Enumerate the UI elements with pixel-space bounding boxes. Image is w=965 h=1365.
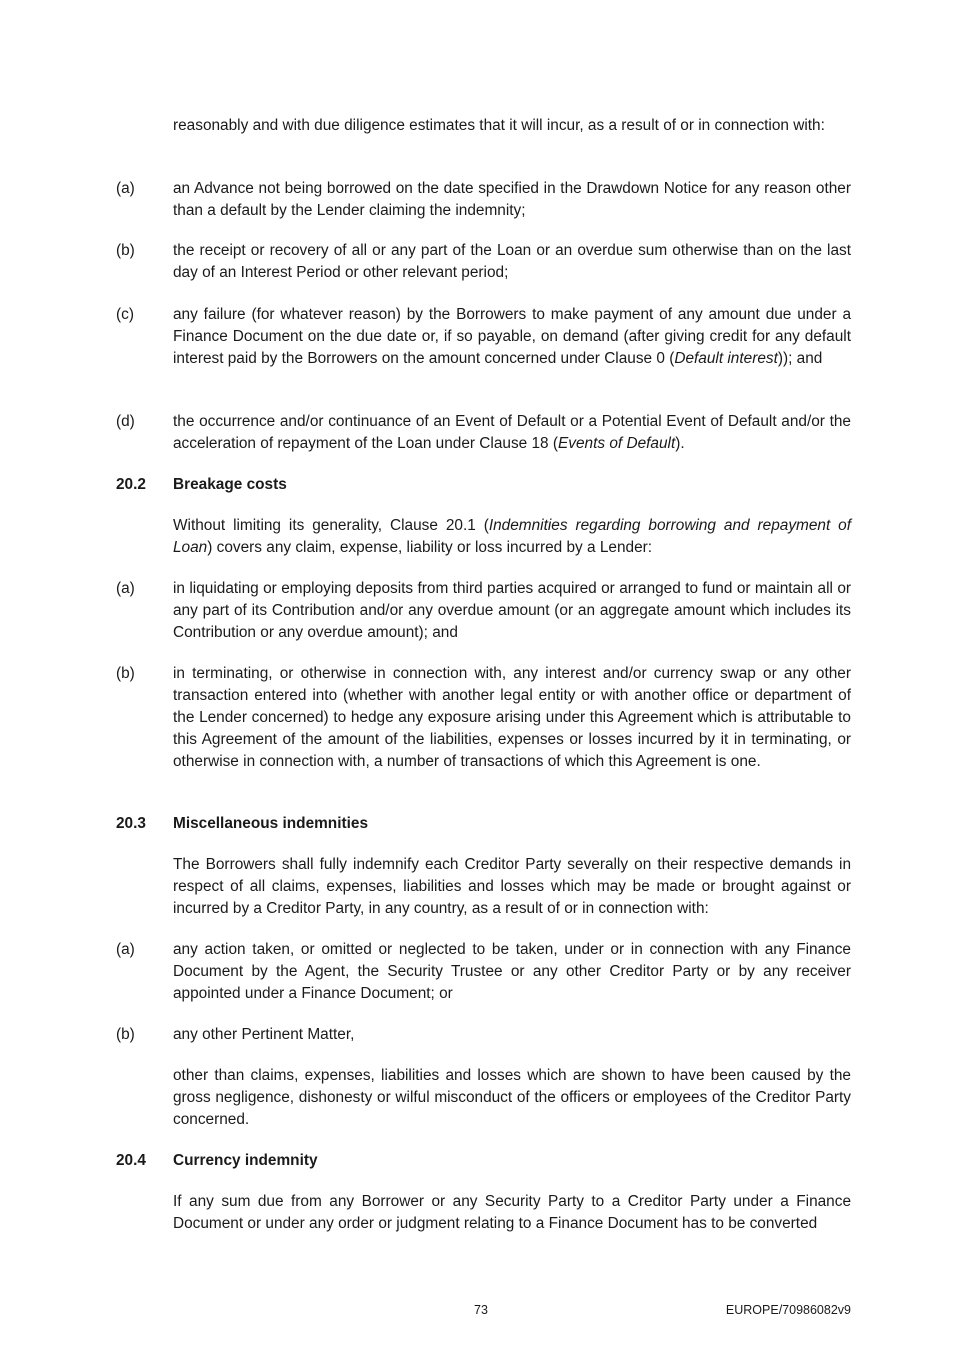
document-reference: EUROPE/70986082v9 <box>725 1303 851 1317</box>
section-heading: Miscellaneous indemnities <box>173 815 369 832</box>
item-label: (d) <box>116 413 135 430</box>
item-label: (b) <box>116 665 135 682</box>
item-text: the receipt or recovery of all or any part of the Loan or an overdue sum otherwise than on the last day of an Interest Period or other relevant period; <box>173 242 851 281</box>
item-text: any other Pertinent Matter, <box>173 1026 355 1043</box>
item-text: an Advance not being borrowed on the date specified in the Drawdown Notice for any reason other than a default by the Lender claiming the indemnity; <box>173 180 851 219</box>
page-number: 73 <box>474 1303 488 1317</box>
closing-paragraph: other than claims, expenses, liabilities and losses which are shown to have been caused by the gross negligence, dishonesty or wilful misconduct of the officers or employees of the Creditor Party concerned. <box>173 1067 851 1128</box>
section-intro: Without limiting its generality, Clause 20.1 (Indemnities regarding borrowing and repayment of Loan) covers any claim, expense, liability or loss incurred by a Lender: <box>173 517 851 556</box>
section-number: 20.3 <box>116 815 146 832</box>
italic-clause-ref: Events of Default <box>558 435 676 452</box>
section-number: 20.4 <box>116 1152 146 1169</box>
item-text: in liquidating or employing deposits from third parties acquired or arranged to fund or maintain all or any part of its Contribution and/or any overdue amount (or an aggregate amount which includes its Contribution or any overdue amount); and <box>173 580 851 641</box>
item-text: any failure (for whatever reason) by the Borrowers to make payment of any amount due under a Finance Document on the due date or, if so payable, on demand (after giving credit for any default interest paid by the Borrowers on the amount concerned under Clause 0 (Default interest)); and <box>173 306 851 367</box>
section-heading: Breakage costs <box>173 476 287 493</box>
item-label: (b) <box>116 1026 135 1043</box>
intro-paragraph: reasonably and with due diligence estimates that it will incur, as a result of or in connection with: <box>173 117 825 134</box>
item-label: (c) <box>116 306 134 323</box>
item-label: (b) <box>116 242 135 259</box>
item-label: (a) <box>116 580 135 597</box>
section-number: 20.2 <box>116 476 146 493</box>
item-text: in terminating, or otherwise in connection with, any interest and/or currency swap or any other transaction entered into (whether with another legal entity or with another office or department of the Lender concerned) to hedge any exposure arising under this Agreement which is attributable to this Agreement of the amount of the liabilities, expenses or losses incurred by it in terminating, or otherwise in connection with, a number of transactions of which this Agreement is one. <box>173 665 851 770</box>
item-text: any action taken, or omitted or neglected to be taken, under or in connection with any Finance Document by the Agent, the Security Trustee or any other Creditor Party or by any receiver appointed under a Finance Document; or <box>173 941 851 1002</box>
section-heading: Currency indemnity <box>173 1152 318 1169</box>
section-text: If any sum due from any Borrower or any Security Party to a Creditor Party under a Finance Document or under any order or judgment relating to a Finance Document has to be converted <box>173 1193 851 1232</box>
italic-clause-ref: Default interest <box>674 350 778 367</box>
item-label: (a) <box>116 941 135 958</box>
item-text: the occurrence and/or continuance of an Event of Default or a Potential Event of Default and/or the acceleration of repayment of the Loan under Clause 18 (Events of Default). <box>173 413 851 452</box>
italic-clause-ref: Indemnities regarding borrowing and repayment of Loan <box>173 517 851 556</box>
item-label: (a) <box>116 180 135 197</box>
section-intro: The Borrowers shall fully indemnify each Creditor Party severally on their respective demands in respect of all claims, expenses, liabilities and losses which may be made or brought against or incurred by a Creditor Party, in any country, as a result of or in connection with: <box>173 856 851 917</box>
